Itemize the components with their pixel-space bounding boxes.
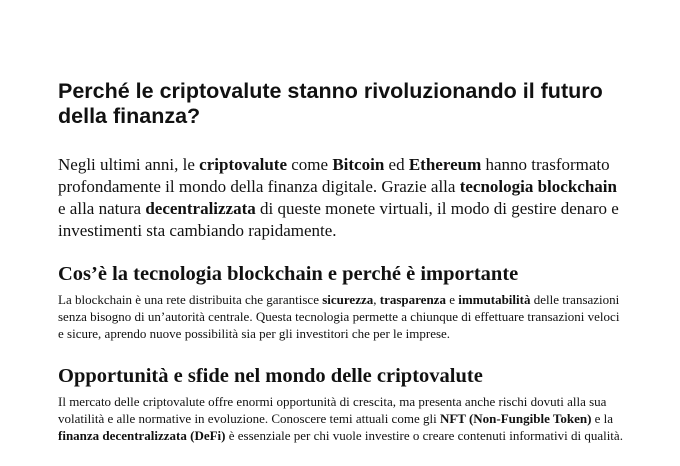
section-bold-nft: NFT (Non-Fungible Token) (439, 411, 592, 426)
section-text: e (445, 292, 459, 307)
intro-bold-criptovalute: criptovalute (199, 155, 287, 174)
article (58, 79, 628, 466)
intro-text: ed (384, 155, 409, 174)
section-bold-sicurezza: sicurezza (322, 292, 374, 307)
section-bold-immutabilita: immutabilità (458, 292, 531, 307)
section-bold-trasparenza: trasparenza (379, 292, 446, 307)
intro-text: e alla natura (58, 199, 146, 218)
section-text: , (373, 292, 380, 307)
section-text: è essenziale per chi vuole investire o creare contenuti informativi di qualità. (225, 428, 623, 443)
section-heading-blockchain: Cos’è la tecnologia blockchain e perché è importante (58, 263, 519, 285)
section-text: delle transazioni senza bisogno di un’autorità centrale. Questa tecnologia permette a chiunque di effettuare transazioni veloci e sicure, aprendo nuove possibilità sia per gli investitori che per le imprese. (58, 292, 620, 341)
intro-text: di queste monete virtuali, il modo di gestire denaro e investimenti sta cambiando rapidamente. (58, 199, 619, 240)
section-bold-defi: finanza decentralizzata (DeFi) (58, 428, 226, 443)
intro-text: come (287, 155, 333, 174)
section-text: e la (591, 411, 614, 426)
section-heading-opportunita: Opportunità e sfide nel mondo delle criptovalute (58, 365, 483, 387)
intro-paragraph (58, 154, 628, 242)
intro-text: Negli ultimi anni, le (58, 155, 200, 174)
section-text: Il mercato delle criptovalute offre enormi opportunità di crescita, ma presenta anche rischi dovuti alla sua volatilità e alle normative in evoluzione. Conoscere temi attuali come gli (58, 394, 607, 426)
section-paragraph-opportunita (58, 393, 628, 444)
section-text: La blockchain è una rete distribuita che garantisce (58, 292, 323, 307)
intro-bold-bitcoin: Bitcoin (332, 155, 385, 174)
intro-bold-decentralizzata: decentralizzata (145, 199, 256, 218)
intro-text: hanno trasformato profondamente il mondo della finanza digitale. Grazie alla (58, 155, 610, 196)
intro-bold-blockchain: tecnologia blockchain (459, 177, 617, 196)
article-title: Perché le criptovalute stanno rivoluzionando il futuro della finanza? (58, 79, 603, 128)
intro-bold-ethereum: Ethereum (408, 155, 482, 174)
section-paragraph-blockchain (58, 291, 628, 342)
